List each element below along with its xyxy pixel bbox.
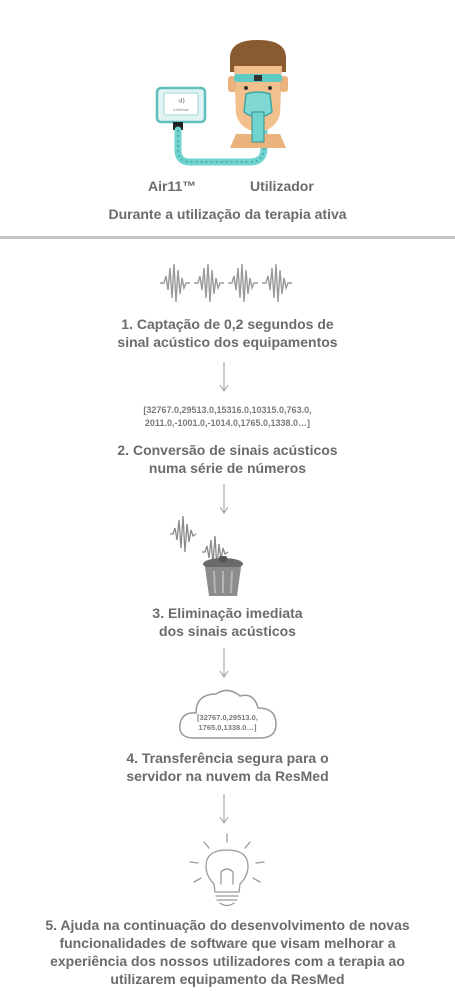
device-label: Air11™ [148, 178, 197, 194]
light-bulb-icon [184, 832, 270, 908]
step-3-title: 3. Eliminação imediata dos sinais acústicos [152, 605, 303, 639]
arrow-down-icon [218, 484, 230, 514]
user-label: Utilizador [250, 178, 314, 194]
cloud-numeric-series: [32767.0,29513.0, 1765.0,1338.0…] [197, 713, 258, 732]
svg-text:AirSense: AirSense [173, 108, 189, 112]
therapy-illustration [150, 38, 310, 178]
therapy-caption: Durante a utilização da terapia ativa [108, 206, 347, 222]
step-5-title: 5. Ajuda na continuação do desenvolvimento de novas funcionalidades de software que visam melhorar a experiência dos nossos utilizadores com a terapia ao utilizarem equipamento da ResMed [45, 917, 410, 987]
cloud-icon [176, 682, 280, 742]
numeric-series: [32767.0,29513.0,15316.0,10315.0,763.0, 2011.0,-1001.0,-1014.0,1765.0,1338.0…] [143, 405, 312, 428]
arrow-down-icon [218, 362, 230, 392]
step-1-title: 1. Captação de 0,2 segundos de sinal acústico dos equipamentos [117, 316, 338, 350]
sound-wave-icon [158, 260, 298, 306]
arrow-down-icon [218, 648, 230, 678]
trash-can-icon [168, 512, 248, 598]
step-4-title: 4. Transferência segura para o servidor na nuvem da ResMed [126, 750, 329, 784]
arrow-down-icon [218, 794, 230, 824]
section-divider [0, 236, 455, 239]
user-avatar-icon [228, 40, 288, 148]
svg-text:·ıl): ·ıl) [177, 98, 185, 105]
step-2-title: 2. Conversão de sinais acústicos numa série de números [117, 442, 338, 476]
cpap-device-icon [157, 88, 205, 130]
